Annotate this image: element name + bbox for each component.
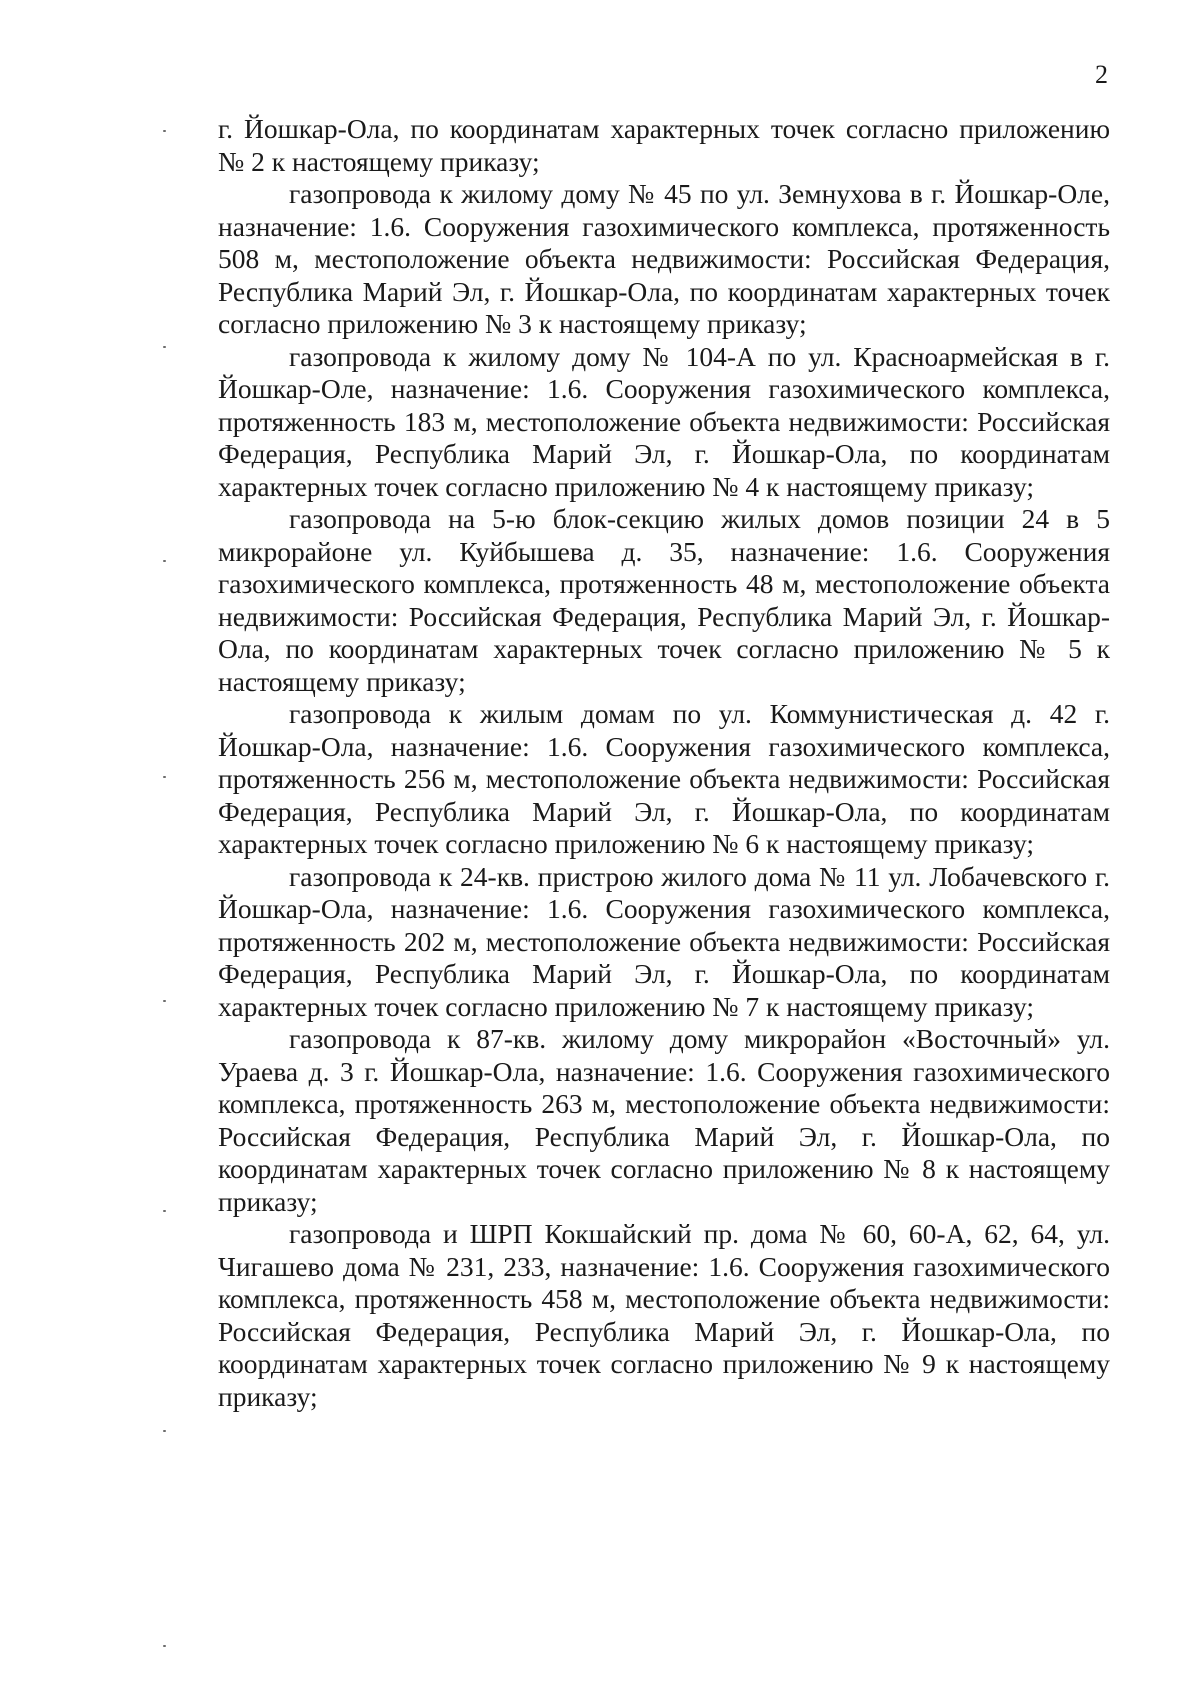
paragraph-2: газопровода к жилому дому № 45 по ул. Земнухова в г. Йошкар-Оле, назначение: 1.6. Сооружения газохимического комплекса, протяженность 508 м, местоположение объекта недвижимости: Российская Федерация, Республика Марий Эл, г. Йошкар-Ола, по координатам характерных точек согласно приложению № 3 к настоящему приказу; — [218, 178, 1110, 339]
paragraph-5: газопровода к жилым домам по ул. Коммунистическая д. 42 г. Йошкар-Ола, назначение: 1.6. Сооружения газохимического комплекса, протяженность 256 м, местоположение объекта недвижимости: Российская Федерация, Республика Марий Эл, г. Йошкар-Ола, по координатам характерных точек согласно приложению № 6 к настоящему приказу; — [218, 698, 1110, 859]
scan-artifact — [163, 1430, 166, 1432]
scan-artifact — [163, 130, 166, 132]
document-body — [218, 113, 1110, 1413]
paragraph-4: газопровода на 5-ю блок-секцию жилых домов позиции 24 в 5 микрорайоне ул. Куйбышева д. 35, назначение: 1.6. Сооружения газохимического комплекса, протяженность 48 м, местоположение объекта недвижимости: Российская Федерация, Республика Марий Эл, г. Йошкар-Ола, по координатам характерных точек согласно приложению № 5 к настоящему приказу; — [218, 503, 1110, 697]
scan-artifact — [163, 1210, 166, 1212]
scan-artifact — [163, 1000, 166, 1002]
paragraph-8: газопровода и ШРП Кокшайский пр. дома № 60, 60-А, 62, 64, ул. Чигашево дома № 231, 233, назначение: 1.6. Сооружения газохимического комплекса, протяженность 458 м, местоположение объекта недвижимости: Российская Федерация, Республика Марий Эл, г. Йошкар-Ола, по координатам характерных точек согласно приложению № 9 к настоящему приказу; — [218, 1218, 1110, 1412]
page-number: 2 — [1095, 60, 1108, 89]
paragraph-6: газопровода к 24-кв. пристрою жилого дома № 11 ул. Лобачевского г. Йошкар-Ола, назначение: 1.6. Сооружения газохимического комплекса, протяженность 202 м, местоположение объекта недвижимости: Российская Федерация, Республика Марий Эл, г. Йошкар-Ола, по координатам характерных точек согласно приложению № 7 к настоящему приказу; — [218, 860, 1110, 1022]
scan-artifact — [163, 560, 166, 562]
paragraph-1: г. Йошкар-Ола, по координатам характерных точек согласно приложению № 2 к настоящему приказу; — [218, 113, 1110, 177]
paragraph-3: газопровода к жилому дому № 104-А по ул. Красноармейская в г. Йошкар-Оле, назначение: 1.6. Сооружения газохимического комплекса, протяженность 183 м, местоположение объекта недвижимости: Российская Федерация, Республика Марий Эл, г. Йошкар-Ола, по координатам характерных точек согласно приложению № 4 к настоящему приказу; — [218, 340, 1110, 502]
scan-artifact — [163, 1645, 166, 1647]
scan-artifact — [163, 776, 166, 778]
scan-artifact — [163, 346, 166, 348]
paragraph-7: газопровода к 87-кв. жилому дому микрорайон «Восточный» ул. Ураева д. 3 г. Йошкар-Ола, назначение: 1.6. Сооружения газохимического комплекса, протяженность 263 м, местоположение объекта недвижимости: Российская Федерация, Республика Марий Эл, г. Йошкар-Ола, по координатам характерных точек согласно приложению № 8 к настоящему приказу; — [218, 1023, 1110, 1217]
